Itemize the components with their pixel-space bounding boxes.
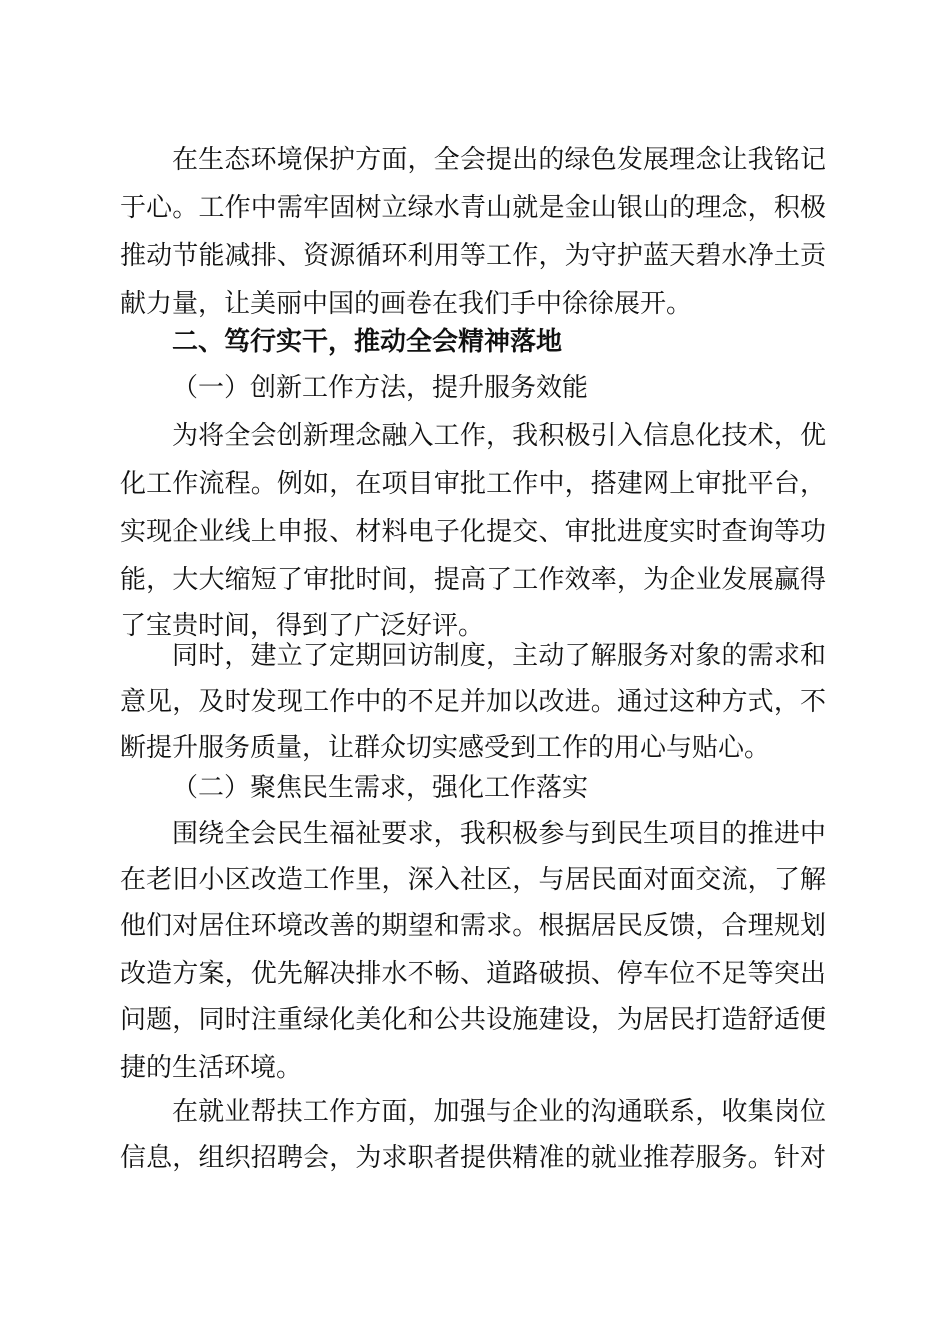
- paragraph-line: 于心。工作中需牢固树立绿水青山就是金山银山的理念，积极: [120, 193, 826, 223]
- paragraph-line: 围绕全会民生福祉要求，我积极参与到民生项目的推进中: [172, 819, 826, 849]
- paragraph-line: 问题，同时注重绿化美化和公共设施建设，为居民打造舒适便: [120, 1005, 826, 1035]
- paragraph-line: 献力量，让美丽中国的画卷在我们手中徐徐展开。: [120, 289, 693, 319]
- paragraph-line: 推动节能减排、资源循环利用等工作，为守护蓝天碧水净土贡: [120, 241, 826, 271]
- paragraph-line: 捷的生活环境。: [120, 1053, 303, 1083]
- paragraph-line: 断提升服务质量，让群众切实感受到工作的用心与贴心。: [120, 733, 771, 763]
- paragraph-line: 在就业帮扶工作方面，加强与企业的沟通联系，收集岗位: [172, 1097, 826, 1127]
- paragraph-line: 了宝贵时间，得到了广泛好评。: [120, 611, 485, 641]
- subsection-heading: （一）创新工作方法，提升服务效能: [172, 373, 589, 403]
- paragraph-line: 化工作流程。例如，在项目审批工作中，搭建网上审批平台，: [120, 469, 826, 499]
- paragraph-line: 他们对居住环境改善的期望和需求。根据居民反馈，合理规划: [120, 911, 826, 941]
- paragraph-line: 能，大大缩短了审批时间，提高了工作效率，为企业发展赢得: [120, 565, 826, 595]
- paragraph-line: 实现企业线上申报、材料电子化提交、审批进度实时查询等功: [120, 517, 826, 547]
- paragraph-line: 改造方案，优先解决排水不畅、道路破损、停车位不足等突出: [120, 959, 826, 989]
- paragraph-line: 在老旧小区改造工作里，深入社区，与居民面对面交流，了解: [120, 865, 826, 895]
- paragraph-line: 同时，建立了定期回访制度，主动了解服务对象的需求和: [172, 641, 826, 671]
- paragraph-line: 为将全会创新理念融入工作，我积极引入信息化技术，优: [172, 421, 826, 451]
- section-heading: 二、笃行实干，推动全会精神落地: [172, 327, 563, 357]
- paragraph-line: 在生态环境保护方面，全会提出的绿色发展理念让我铭记: [172, 145, 826, 175]
- paragraph-line: 信息，组织招聘会，为求职者提供精准的就业推荐服务。针对: [120, 1143, 826, 1173]
- paragraph-line: 意见，及时发现工作中的不足并加以改进。通过这种方式，不: [120, 687, 826, 717]
- subsection-heading: （二）聚焦民生需求，强化工作落实: [172, 773, 589, 803]
